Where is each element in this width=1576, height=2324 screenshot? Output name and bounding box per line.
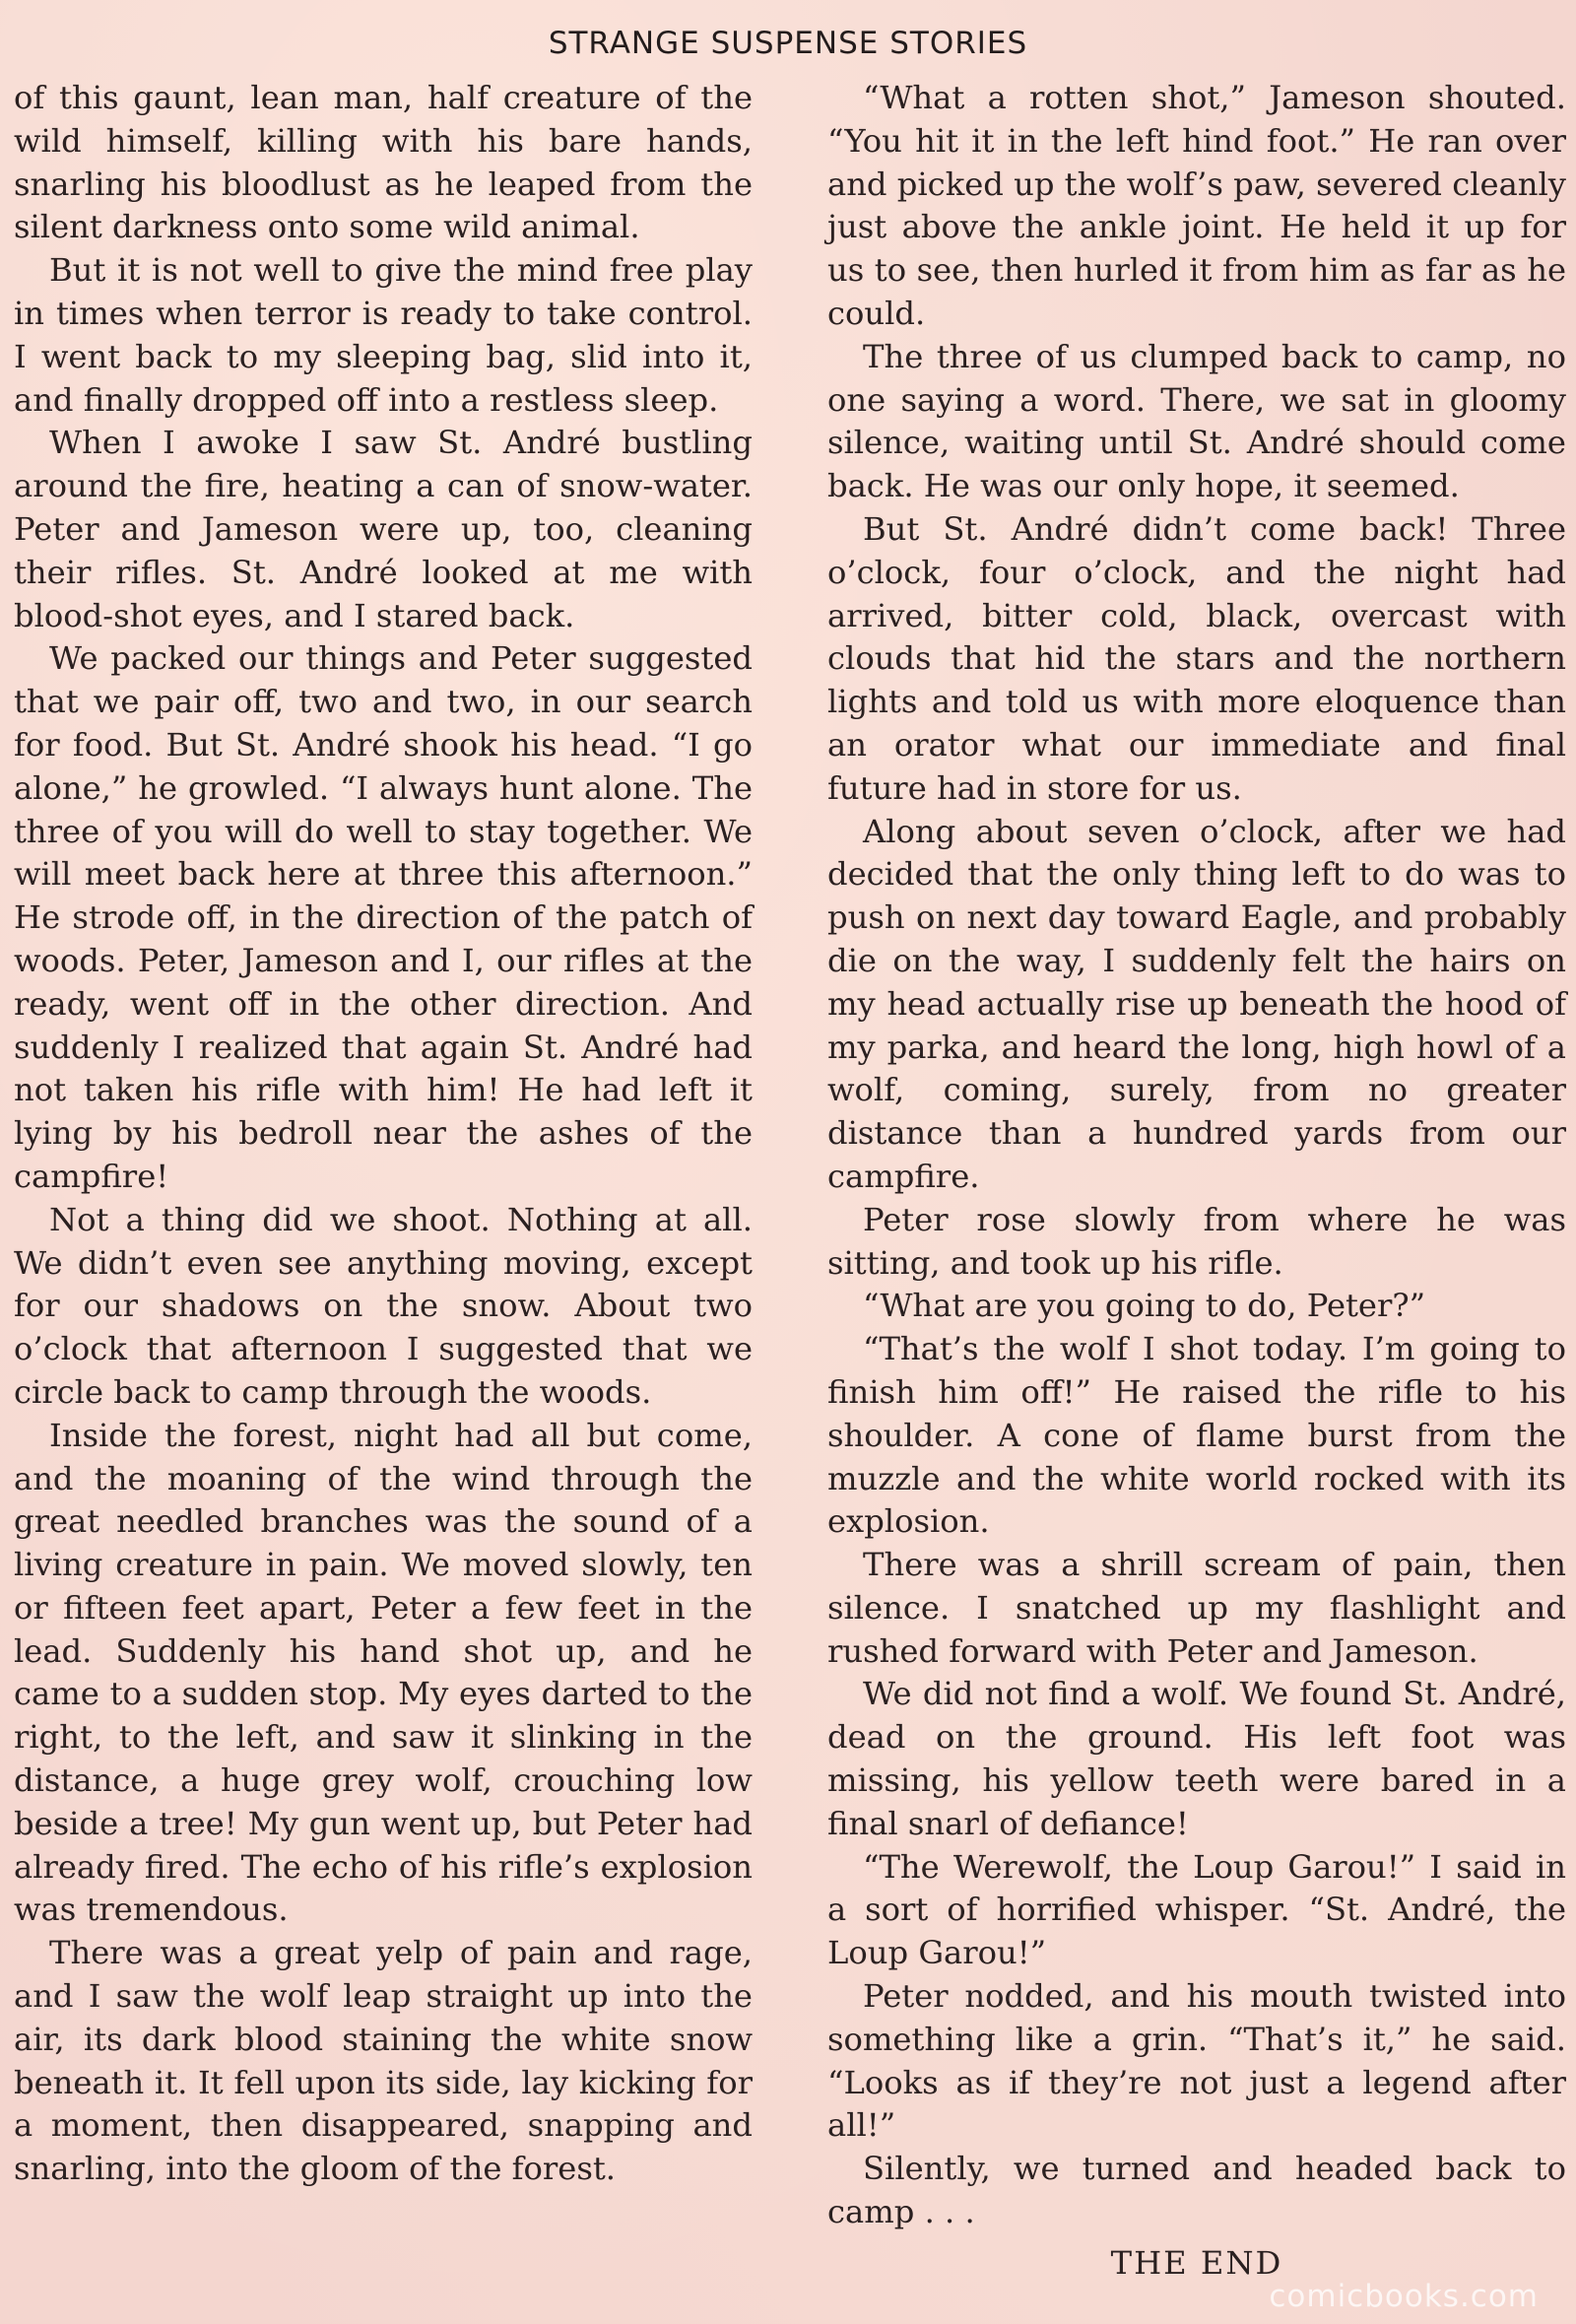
paragraph: Silently, we turned and headed back to camp . . . — [827, 2150, 1566, 2231]
paragraph: “That’s the wolf I shot today. I’m going to finish him off!” He raised the rifle to his shoulder. A cone of flame burst from the muzzle and the white world rocked with its explosion. — [827, 1330, 1566, 1541]
paragraph: When I awoke I saw St. André bustling around the fire, heating a can of snow-water. Peter and Jameson were up, too, cleaning their rifles. St. André looked at me with blood-shot eyes, and I stared back. — [14, 424, 753, 634]
paragraph: The three of us clumped back to camp, no one saying a word. There, we sat in gloomy silence, waiting until St. André should come back. He was our only hope, it seemed. — [827, 337, 1566, 505]
paragraph: of this gaunt, lean man, half creature of the wild himself, killing with his bare hands, snarling his bloodlust as he leaped from the silent darkness onto some wild animal. — [14, 79, 753, 246]
the-end-label: THE END — [1110, 2243, 1283, 2282]
paragraph: Inside the forest, night had all but come, and the moaning of the wind through the great needled branches was the sound of a living creature in pain. We moved slowly, ten or fifteen feet apart, Peter a few feet in the lead. Suddenly his hand shot up, and he came to a sudden stop. My eyes darted to the right, to the left, and saw it slinking in the distance, a huge grey wolf, crouching low beside a tree! My gun went up, but Peter had already fired. The echo of his rifle’s explosion was tremendous. — [14, 1416, 753, 1929]
paragraph: But it is not well to give the mind free play in times when terror is ready to take control. I went back to my sleeping bag, slid into it, and finally dropped off into a restless sleep. — [14, 251, 753, 419]
paragraph: “What a rotten shot,” Jameson shouted. “You hit it in the left hind foot.” He ran over and picked up the wolf’s paw, severed cleanly just above the ankle joint. He held it up for us to see, then hurled it from him as far as he could. — [827, 79, 1566, 332]
paragraph: There was a shrill scream of pain, then silence. I snatched up my flashlight and rushed forward with Peter and Jameson. — [827, 1546, 1566, 1670]
left-column — [14, 77, 753, 2191]
page-header: STRANGE SUSPENSE STORIES — [548, 26, 1028, 61]
right-column — [827, 77, 1566, 2286]
paragraph: “The Werewolf, the Loup Garou!” I said in a sort of horrified whisper. “St. André, the Loup Garou!” — [827, 1847, 1566, 1972]
paragraph: Along about seven o’clock, after we had decided that the only thing left to do was to push on next day toward Eagle, and probably die on the way, I suddenly felt the hairs on my head actually rise up beneath the hood of my parka, and heard the long, high howl of a wolf, coming, surely, from no greater distance than a hundred yards from our campfire. — [827, 812, 1566, 1195]
watermark: comicbooks.com — [1269, 2279, 1539, 2314]
paragraph: Peter rose slowly from where he was sitting, and took up his rifle. — [827, 1200, 1566, 1282]
paragraph: We did not find a wolf. We found St. André, dead on the ground. His left foot was missing, his yellow teeth were bared in a final snarl of defiance! — [827, 1675, 1566, 1842]
paragraph: There was a great yelp of pain and rage, and I saw the wolf leap straight up into the air, its dark blood staining the white snow beneath it. It fell upon its side, lay kicking for a moment, then disappeared, snapping and snarling, into the gloom of the forest. — [14, 1934, 753, 2188]
paragraph: “What are you going to do, Peter?” — [863, 1287, 1426, 1325]
paragraph: We packed our things and Peter suggested that we pair off, two and two, in our search for food. But St. André shook his head. “I go alone,” he growled. “I always hunt alone. The three of you will do well to stay together. We will meet back here at three this afternoon.” He strode off, in the direction of the patch of woods. Peter, Jameson and I, our rifles at the ready, went off in the other direction. And suddenly I realized that again St. André had not taken his rifle with him! He had left it lying by his bedroll near the ashes of the campfire! — [14, 639, 753, 1195]
paragraph: Not a thing did we shoot. Nothing at all. We didn’t even see anything moving, except for our shadows on the snow. About two o’clock that afternoon I suggested that we circle back to camp through the woods. — [14, 1200, 753, 1411]
paragraph: But St. André didn’t come back! Three o’clock, four o’clock, and the night had arrived, bitter cold, black, overcast with clouds that hid the stars and the northern lights and told us with more eloquence than an orator what our immediate and final future had in store for us. — [827, 509, 1566, 807]
paragraph: Peter nodded, and his mouth twisted into something like a grin. “That’s it,” he said. “Looks as if they’re not just a legend after all!” — [827, 1977, 1566, 2145]
